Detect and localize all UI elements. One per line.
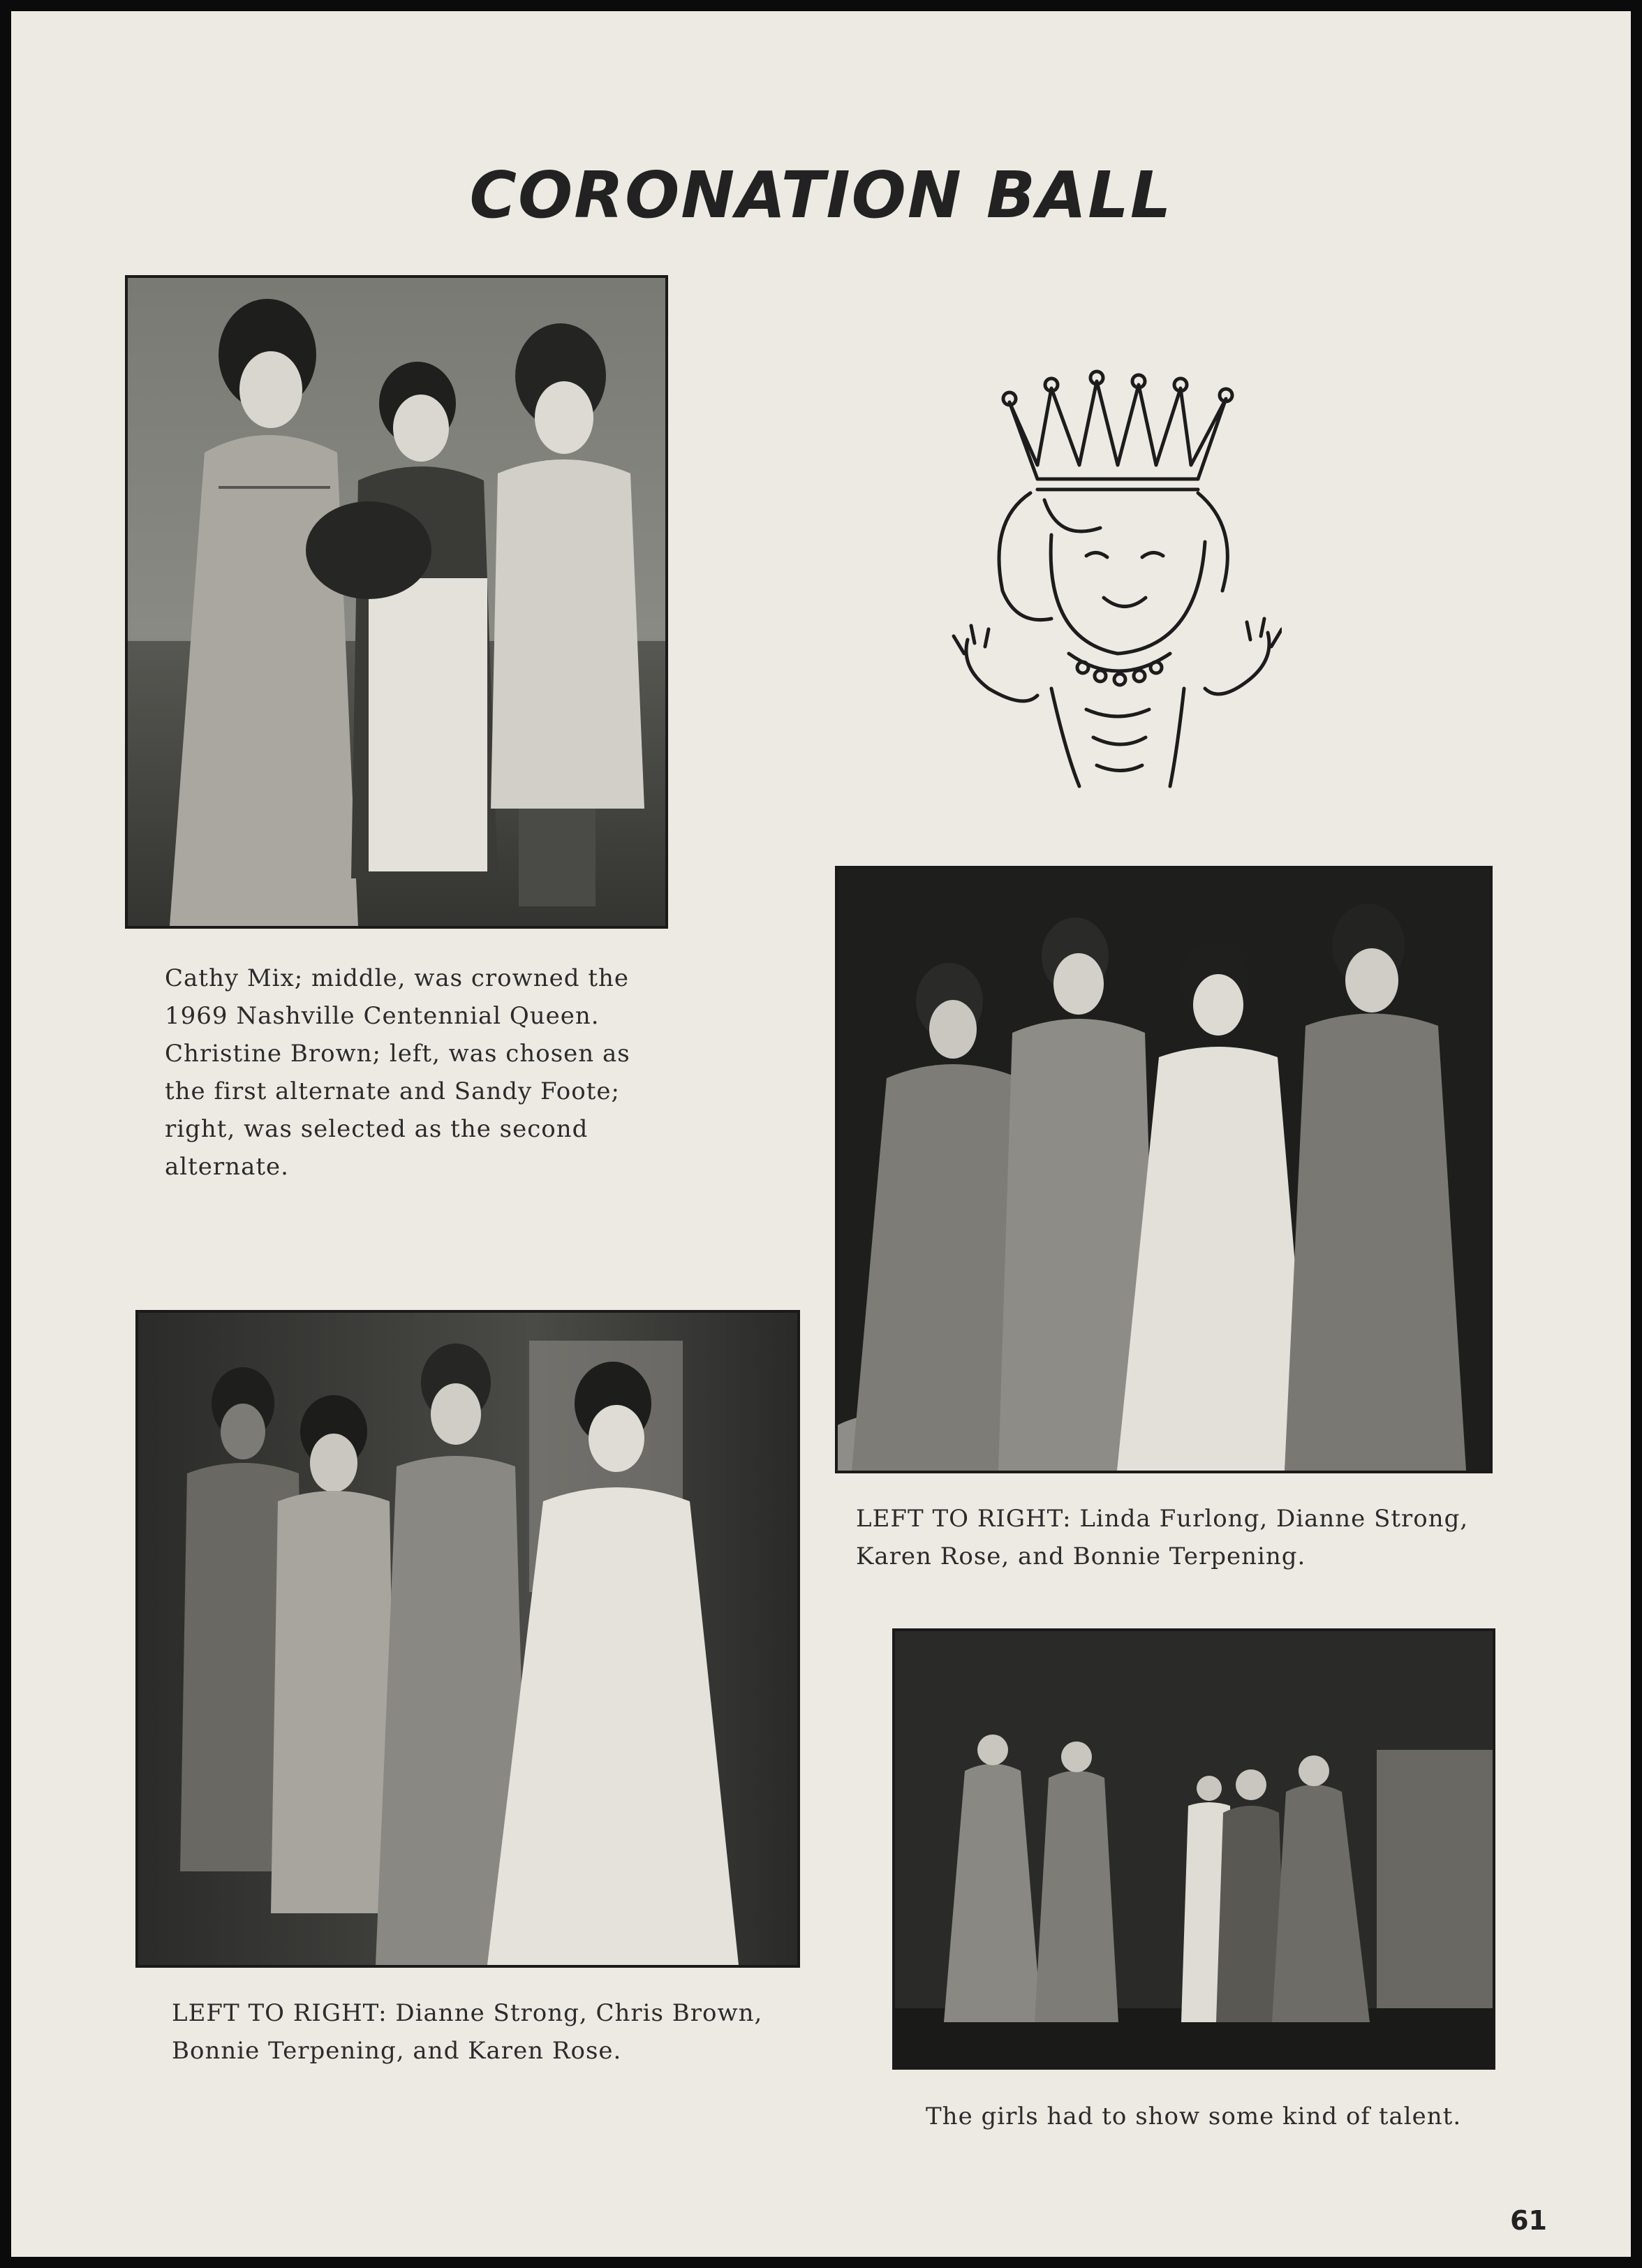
yearbook-page [11,11,1631,2257]
caption-four-girls-left: LEFT TO RIGHT: Dianne Strong, Chris Brown, Bonnie Terpening, and Karen Rose. [172,1999,763,2065]
caption-queen: Cathy Mix; middle, was crowned the 1969 Nashville Centennial Queen. Christine Brown; left, was chosen as the first alternate and Sandy Foote; right, was selected as the second alternate. [165,964,630,1181]
caption-four-girls-right: LEFT TO RIGHT: Linda Furlong, Dianne Strong, Karen Rose, and Bonnie Terpening. [856,1505,1469,1570]
caption-talent: The girls had to show some kind of talent. [926,2103,1462,2130]
queen-cartoon-illustration [947,360,1282,793]
page-number: 61 [1510,2205,1547,2236]
photo-talent-stage [892,1628,1495,2070]
photo-four-girls-left [135,1310,800,1968]
page-title: CORONATION BALL [469,158,1173,233]
photo-four-girls-right [835,866,1493,1473]
photo-queen-and-alternates [125,275,668,929]
